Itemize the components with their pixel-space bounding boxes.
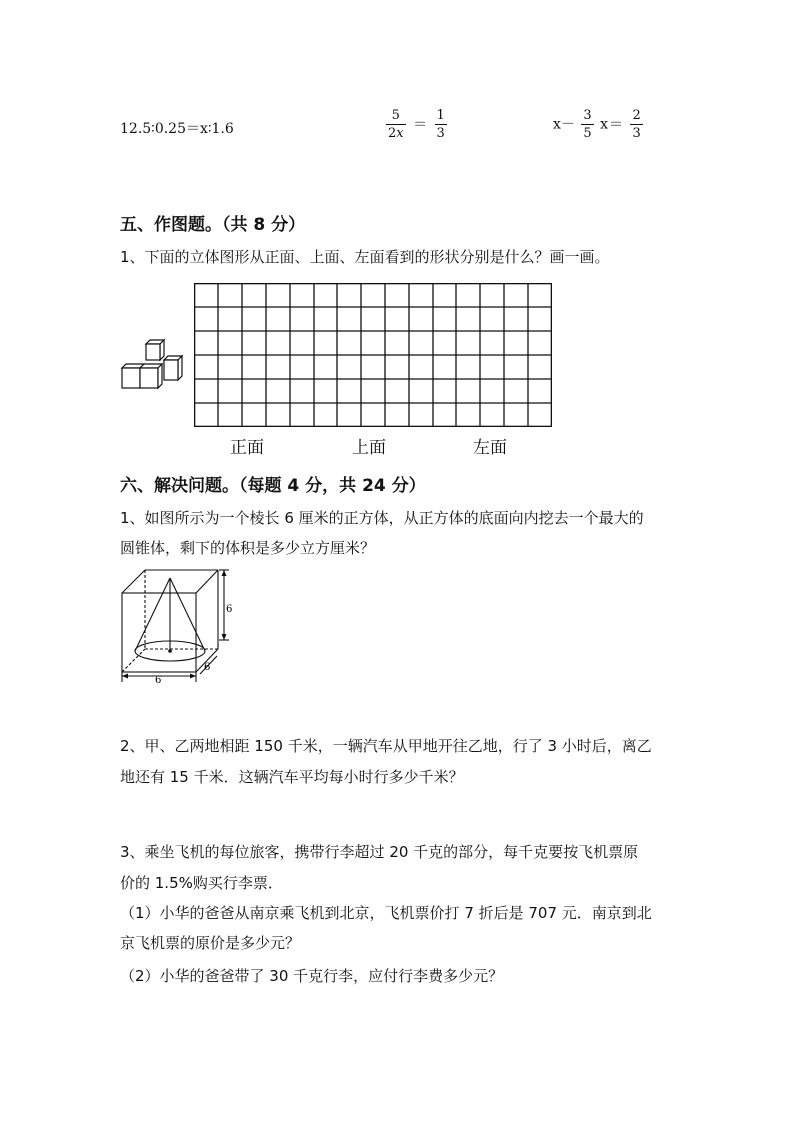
denominator-coef: 2 (388, 126, 397, 141)
equals-sign: ＝ (413, 116, 428, 133)
dim-label-height: 6 (226, 604, 233, 615)
numerator: 2 (632, 108, 641, 123)
question-6-2-line1: 2、甲、乙两地相距 150 千米，一辆汽车从甲地开往乙地，行了 3 小时后，离乙 (120, 737, 652, 755)
numerator: 1 (436, 108, 445, 123)
fraction (630, 107, 642, 142)
equals-sign: ＝ (609, 116, 623, 133)
equation-lhs: x－ (553, 116, 575, 133)
label-left-view: 左面 (473, 438, 507, 458)
drawing-grid[interactable] (194, 283, 552, 427)
denominator-var: x (396, 126, 404, 141)
fraction (435, 107, 447, 142)
question-6-1-line1: 1、如图所示为一个棱长 6 厘米的正方体，从正方体的底面向内挖去一个最大的 (120, 509, 644, 527)
section-heading-5: 五、作图题。（共 8 分） (120, 215, 306, 235)
label-front-view: 正面 (230, 438, 264, 458)
denominator: 5 (583, 126, 592, 141)
equation-1: 12.5∶0.25＝x∶1.6 (120, 121, 234, 137)
question-5-1: 1、下面的立体图形从正面、上面、左面看到的形状分别是什么？画一画。 (120, 248, 610, 266)
label-top-view: 上面 (352, 438, 386, 458)
question-6-2-line2: 地还有 15 千米．这辆汽车平均每小时行多少千米？ (120, 768, 464, 786)
variable: x (600, 116, 608, 133)
fraction (386, 107, 406, 142)
equation-3 (553, 107, 645, 142)
dim-label-bottom: 6 (155, 675, 162, 684)
denominator: 3 (436, 126, 445, 141)
question-6-3-sub1-line1: （1）小华的爸爸从南京乘飞机到北京，飞机票价打 7 折后是 707 元．南京到北 (120, 904, 652, 922)
equation-2 (384, 107, 449, 142)
dim-label-depth: 6 (204, 662, 211, 673)
cube-stack-figure (118, 338, 188, 393)
numerator: 5 (391, 108, 400, 123)
section-heading-6: 六、解决问题。（每题 4 分，共 24 分） (120, 476, 426, 496)
denominator (386, 124, 406, 142)
question-6-3-line1: 3、乘坐飞机的每位旅客，携带行李超过 20 千克的部分，每千克要按飞机票原 (120, 843, 639, 861)
cone-center-dot (168, 649, 172, 653)
denominator: 3 (632, 126, 641, 141)
cube-cone-figure (118, 566, 238, 684)
question-6-3-sub1-line2: 京飞机票的原价是多少元？ (120, 934, 301, 952)
question-6-3-sub2: （2）小华的爸爸带了 30 千克行李，应付行李费多少元？ (120, 967, 504, 985)
numerator: 3 (583, 108, 592, 123)
fraction (581, 107, 593, 142)
question-6-3-line2: 价的 1.5%购买行李票． (120, 874, 283, 892)
question-6-1-line2: 圆锥体，剩下的体积是多少立方厘米？ (120, 539, 376, 557)
